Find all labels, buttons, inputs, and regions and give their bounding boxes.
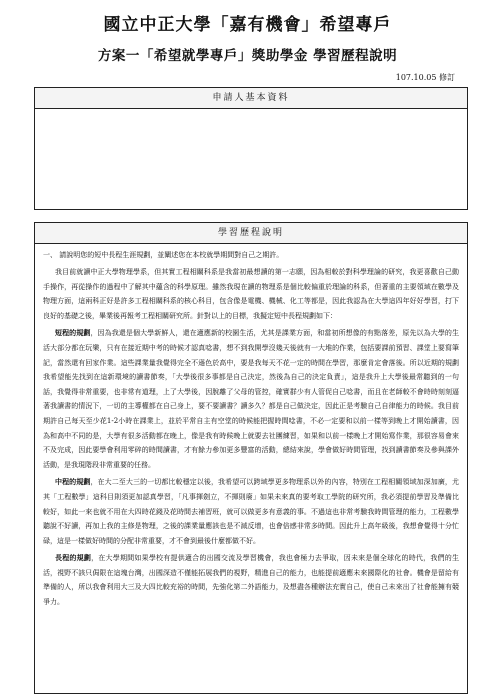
paragraph-text: ，因為我還是個大學新鮮人，還在適應新的校園生活，尤其是課業方面，和當初所想像的有點落差，原先以為大學的生活大部分都在玩樂，只有在接近期中考的時候才認真唸書，想不到我開學沒幾天後就有一大堆的作業，包括要課前預習、課堂上要寫筆記，當然還有回家作業。這些課業量我覺得完全不遜色於高中，要是我每天不花一定的時間在學習，那麼肯定會落後。所以近期的規劃我希望能先找到在這新環境的讀書節奏，「大學後很多事都是自己決定，然後為自己的決定負責」，這是我升上大學後最常聽到的一句話，我覺得非常重要，也非常有道理，上了大學後，因脫離了父母的管控，確實群少有人管促自己唸書，而且在老師較不會時時刻刻逼著我讀書的情況下，一切的主導權都在自己身上，要不要讀書？讀多久？都是自己做決定，因此正是考驗自己自律能力的時候。我目前期許自己每天至少花1-2小時在課業上，並於平常自主有空堂的時候能把握時間唸書，不必一定要和以前一樣等到晚上才開始讀書，因為和高中不同的是，大學有很多活動都在晚上，像是我有時候晚上就要去社團練習，如果和以前一樣晚上才開始寫作業，那很容易會來不及完成，因此要學會利用零碎的時間讀書，才有餘力參加更多豐富的活動，總結來說，學會做好時間管理，找到讀書節奏及參與課外活動，是我現階段非常重要的任務。 (43, 329, 460, 469)
applicant-info-header: 申請人基本資料 (35, 88, 467, 109)
revision-date: 107.10.05 修訂 (395, 73, 455, 82)
learning-history-body (35, 244, 467, 610)
learning-history-header: 學習歷程說明 (35, 223, 467, 244)
paragraph-intro (43, 265, 459, 323)
paragraph-text: ，在大學期間如果學校有提供適合的出國交流及學習機會，我也會極力去爭取，因未來是個全球化的時代，我們的生活，視野不該只侷限在這塊台灣，出國深造不僅能拓展我們的視野，精進自己的能力，也能提前適應未來國際化的社會。機會是留給有準備的人，所以我會利用大三及大四比較充裕的時間，先強化第二外語能力，及想盡各種辦法充實自己，使自己未來出了社會能擁有競爭力。 (43, 554, 460, 607)
paragraph-text: ，在大二至大三的一切都比較穩定以後，我希望可以跨域學更多物理系以外的內容，特別在工程相關領域加深加廣，尤其「工程數學」這科目則須更加認真學習，「凡事揮劍立，不揮則廢」如果未來真的要考取工學院的研究所，我必須提前學習及準備比較好，如此一來也就不用在大四時花錢及花時間去補習班，就可以做更多有意義的事。不過這也非常考驗我時間管理的能力，工程數學聽說不好讀，再加上我的主修是物理，之後的課業量應該也是不減反增，也會倍感非常多時間。因此升上高年級後，我想會覺得十分忙碌，這是一樣做好時間的分配非常重要，才不會到最後什麼都做不好。 (43, 478, 460, 545)
document-subtitle: 方案一「希望就學專戶」獎助學金 學習歷程說明 (97, 48, 398, 64)
learning-history-section (34, 222, 468, 694)
paragraph-short-term (43, 326, 459, 472)
paragraph-lead: 長程的規劃 (55, 553, 92, 563)
applicant-info-section (34, 87, 468, 210)
paragraph-text: 我目前就讀中正大學物理學系，但其實工程相關科系是我當初最想讀的第一志願，因為相較於對科學理論的研究，我更喜歡自己動手操作，再從操作的過程中了解其中蘊含的科學原理。雖然我現在讀的物理系是個比較偏重於理論的科系，但著重的主要領域在數學及物理方面，這兩科正好是許多工程相關科系的核心科目，包含像是電機、機械、化工等都是，因此我認為在大學這四年好好學習，打下良好的基礎之後，畢業後再報考工程相關研究所。針對以上的目標，我擬定短中長程規劃如下： (43, 268, 459, 320)
question-prompt: 一、 請說明您的短中長程生涯規劃，並闡述您在本校就學期間對自己之期許。 (43, 251, 284, 259)
paragraph-long-term (43, 551, 459, 609)
document-title: 國立中正大學「嘉有機會」希望專戶 (103, 15, 392, 35)
paragraph-lead: 中程的規劃 (55, 477, 91, 487)
applicant-info-body[interactable] (35, 109, 467, 210)
paragraph-lead: 短程的規劃 (55, 328, 91, 338)
paragraph-mid-term (43, 475, 459, 548)
